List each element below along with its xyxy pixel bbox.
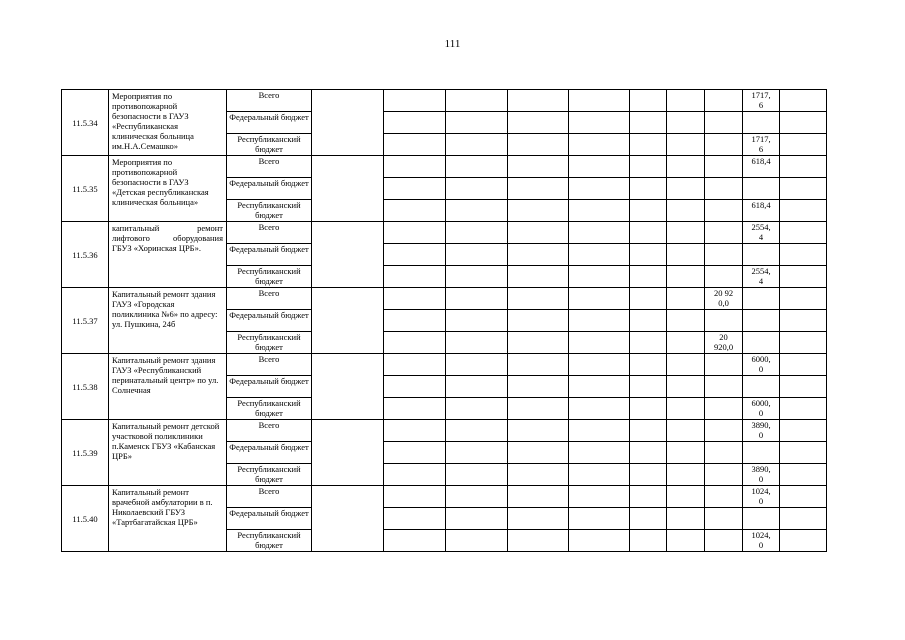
empty-cell [667, 508, 705, 530]
empty-cell [508, 222, 569, 244]
empty-cell [508, 288, 569, 310]
value-cell [705, 90, 743, 112]
value-cell [705, 310, 743, 332]
empty-cell [312, 486, 384, 552]
empty-cell [780, 508, 827, 530]
empty-cell [780, 376, 827, 398]
empty-cell [508, 376, 569, 398]
funding-source: Республиканский бюджет [227, 332, 312, 354]
funding-source: Всего [227, 222, 312, 244]
empty-cell [508, 530, 569, 552]
empty-cell [384, 244, 446, 266]
empty-cell [667, 464, 705, 486]
empty-cell [667, 134, 705, 156]
value-cell: 2554, 4 [743, 266, 780, 288]
empty-cell [446, 464, 508, 486]
empty-cell [446, 530, 508, 552]
empty-cell [384, 442, 446, 464]
empty-cell [312, 222, 384, 288]
empty-cell [630, 288, 667, 310]
empty-cell [667, 178, 705, 200]
value-cell [705, 398, 743, 420]
empty-cell [667, 244, 705, 266]
empty-cell [446, 420, 508, 442]
value-cell [705, 486, 743, 508]
empty-cell [446, 508, 508, 530]
empty-cell [630, 486, 667, 508]
row-number: 11.5.34 [62, 90, 109, 156]
value-cell: 1717, 6 [743, 90, 780, 112]
empty-cell [384, 354, 446, 376]
empty-cell [630, 200, 667, 222]
measure-name: Мероприятия по противопожарной безопасности в ГАУЗ «Республиканская клиническая больница им.Н.А.Семашко» [109, 90, 227, 156]
funding-source: Всего [227, 354, 312, 376]
empty-cell [630, 112, 667, 134]
empty-cell [780, 134, 827, 156]
empty-cell [384, 530, 446, 552]
empty-cell [667, 398, 705, 420]
empty-cell [569, 112, 630, 134]
empty-cell [508, 156, 569, 178]
empty-cell [569, 266, 630, 288]
empty-cell [630, 464, 667, 486]
empty-cell [780, 266, 827, 288]
empty-cell [446, 332, 508, 354]
empty-cell [569, 156, 630, 178]
measure-name: Капитальный ремонт здания ГАУЗ «Республиканский перинатальный центр» по ул. Солнечная [109, 354, 227, 420]
empty-cell [569, 178, 630, 200]
value-cell: 618,4 [743, 200, 780, 222]
empty-cell [508, 420, 569, 442]
empty-cell [508, 354, 569, 376]
funding-source: Федеральный бюджет [227, 244, 312, 266]
empty-cell [508, 244, 569, 266]
value-cell [705, 354, 743, 376]
empty-cell [384, 332, 446, 354]
empty-cell [384, 464, 446, 486]
empty-cell [667, 486, 705, 508]
empty-cell [446, 244, 508, 266]
empty-cell [780, 354, 827, 376]
empty-cell [630, 266, 667, 288]
empty-cell [780, 442, 827, 464]
empty-cell [630, 398, 667, 420]
empty-cell [384, 200, 446, 222]
value-cell [705, 156, 743, 178]
empty-cell [780, 420, 827, 442]
empty-cell [667, 222, 705, 244]
empty-cell [384, 310, 446, 332]
empty-cell [630, 442, 667, 464]
empty-cell [312, 288, 384, 354]
empty-cell [446, 486, 508, 508]
empty-cell [630, 530, 667, 552]
empty-cell [384, 376, 446, 398]
value-cell [705, 464, 743, 486]
empty-cell [569, 134, 630, 156]
value-cell: 1024, 0 [743, 486, 780, 508]
empty-cell [508, 178, 569, 200]
empty-cell [630, 420, 667, 442]
row-number: 11.5.35 [62, 156, 109, 222]
empty-cell [569, 310, 630, 332]
empty-cell [780, 200, 827, 222]
value-cell: 3890, 0 [743, 420, 780, 442]
empty-cell [667, 530, 705, 552]
value-cell [705, 420, 743, 442]
funding-source: Республиканский бюджет [227, 398, 312, 420]
empty-cell [384, 266, 446, 288]
empty-cell [384, 508, 446, 530]
empty-cell [780, 244, 827, 266]
value-cell [743, 178, 780, 200]
table-row [62, 222, 827, 244]
empty-cell [446, 222, 508, 244]
value-cell [705, 222, 743, 244]
funding-source: Республиканский бюджет [227, 530, 312, 552]
empty-cell [508, 310, 569, 332]
funding-source: Республиканский бюджет [227, 200, 312, 222]
funding-source: Федеральный бюджет [227, 112, 312, 134]
table-row [62, 486, 827, 508]
empty-cell [384, 178, 446, 200]
funding-source: Всего [227, 90, 312, 112]
value-cell: 6000, 0 [743, 398, 780, 420]
empty-cell [446, 200, 508, 222]
value-cell [705, 530, 743, 552]
empty-cell [780, 398, 827, 420]
empty-cell [569, 200, 630, 222]
value-cell [705, 178, 743, 200]
value-cell [705, 266, 743, 288]
empty-cell [569, 508, 630, 530]
table-row [62, 354, 827, 376]
empty-cell [780, 222, 827, 244]
empty-cell [630, 244, 667, 266]
value-cell [743, 376, 780, 398]
funding-source: Федеральный бюджет [227, 178, 312, 200]
value-cell: 6000, 0 [743, 354, 780, 376]
empty-cell [667, 442, 705, 464]
empty-cell [446, 90, 508, 112]
empty-cell [312, 420, 384, 486]
empty-cell [667, 90, 705, 112]
empty-cell [569, 90, 630, 112]
empty-cell [384, 112, 446, 134]
table-row [62, 288, 827, 310]
measure-name: Капитальный ремонт здания ГАУЗ «Городская поликлиника №6» по адресу: ул. Пушкина, 24б [109, 288, 227, 354]
empty-cell [508, 134, 569, 156]
funding-source: Республиканский бюджет [227, 134, 312, 156]
empty-cell [446, 288, 508, 310]
empty-cell [508, 486, 569, 508]
empty-cell [384, 156, 446, 178]
value-cell: 20 920,0 [705, 332, 743, 354]
empty-cell [569, 398, 630, 420]
empty-cell [446, 156, 508, 178]
empty-cell [780, 112, 827, 134]
empty-cell [569, 530, 630, 552]
empty-cell [780, 156, 827, 178]
empty-cell [312, 156, 384, 222]
value-cell [743, 310, 780, 332]
empty-cell [569, 244, 630, 266]
empty-cell [508, 266, 569, 288]
empty-cell [630, 508, 667, 530]
empty-cell [630, 222, 667, 244]
measure-name: Капитальный ремонт детской участковой поликлиники п.Каменск ГБУЗ «Кабанская ЦРБ» [109, 420, 227, 486]
empty-cell [630, 354, 667, 376]
empty-cell [312, 354, 384, 420]
value-cell [705, 200, 743, 222]
empty-cell [508, 508, 569, 530]
value-cell [705, 442, 743, 464]
value-cell: 1717, 6 [743, 134, 780, 156]
empty-cell [569, 464, 630, 486]
empty-cell [384, 486, 446, 508]
empty-cell [667, 420, 705, 442]
funding-source: Республиканский бюджет [227, 266, 312, 288]
funding-source: Федеральный бюджет [227, 508, 312, 530]
measure-name: Мероприятия по противопожарной безопасности в ГАУЗ «Детская республиканская клиническая больница» [109, 156, 227, 222]
value-cell [743, 508, 780, 530]
empty-cell [780, 530, 827, 552]
value-cell [705, 508, 743, 530]
empty-cell [569, 288, 630, 310]
empty-cell [384, 90, 446, 112]
empty-cell [508, 90, 569, 112]
value-cell [705, 376, 743, 398]
table-row [62, 420, 827, 442]
row-number: 11.5.39 [62, 420, 109, 486]
value-cell: 1024, 0 [743, 530, 780, 552]
empty-cell [630, 332, 667, 354]
empty-cell [630, 90, 667, 112]
empty-cell [384, 420, 446, 442]
value-cell: 2554, 4 [743, 222, 780, 244]
empty-cell [780, 90, 827, 112]
funding-source: Федеральный бюджет [227, 442, 312, 464]
empty-cell [508, 112, 569, 134]
value-cell [743, 112, 780, 134]
empty-cell [569, 486, 630, 508]
funding-source: Всего [227, 420, 312, 442]
row-number: 11.5.36 [62, 222, 109, 288]
empty-cell [630, 178, 667, 200]
empty-cell [630, 376, 667, 398]
row-number: 11.5.37 [62, 288, 109, 354]
empty-cell [780, 332, 827, 354]
funding-source: Всего [227, 288, 312, 310]
empty-cell [446, 376, 508, 398]
empty-cell [630, 156, 667, 178]
empty-cell [780, 486, 827, 508]
empty-cell [667, 200, 705, 222]
empty-cell [569, 332, 630, 354]
empty-cell [384, 398, 446, 420]
empty-cell [667, 112, 705, 134]
budget-table [61, 89, 827, 552]
empty-cell [569, 354, 630, 376]
empty-cell [446, 354, 508, 376]
value-cell [743, 442, 780, 464]
value-cell: 3890, 0 [743, 464, 780, 486]
funding-source: Всего [227, 486, 312, 508]
table-row [62, 90, 827, 112]
empty-cell [446, 442, 508, 464]
empty-cell [508, 464, 569, 486]
value-cell [743, 244, 780, 266]
empty-cell [569, 442, 630, 464]
empty-cell [508, 442, 569, 464]
value-cell: 20 92 0,0 [705, 288, 743, 310]
measure-name: Капитальный ремонт врачебной амбулатории в п. Николаевский ГБУЗ «Тартбагатайская ЦРБ» [109, 486, 227, 552]
row-number: 11.5.40 [62, 486, 109, 552]
empty-cell [667, 310, 705, 332]
empty-cell [446, 398, 508, 420]
empty-cell [630, 310, 667, 332]
value-cell [743, 288, 780, 310]
page-number: 111 [444, 38, 461, 50]
empty-cell [446, 178, 508, 200]
empty-cell [630, 134, 667, 156]
value-cell [705, 134, 743, 156]
empty-cell [780, 288, 827, 310]
empty-cell [569, 376, 630, 398]
table-row [62, 156, 827, 178]
empty-cell [508, 398, 569, 420]
empty-cell [508, 332, 569, 354]
funding-source: Всего [227, 156, 312, 178]
measure-name: капитальный ремонт лифтового оборудования ГБУЗ «Хоринская ЦРБ». [109, 222, 227, 288]
empty-cell [667, 332, 705, 354]
empty-cell [446, 266, 508, 288]
funding-source: Республиканский бюджет [227, 464, 312, 486]
empty-cell [569, 420, 630, 442]
empty-cell [312, 90, 384, 156]
value-cell: 618,4 [743, 156, 780, 178]
funding-source: Федеральный бюджет [227, 376, 312, 398]
value-cell [705, 112, 743, 134]
empty-cell [446, 310, 508, 332]
empty-cell [667, 266, 705, 288]
empty-cell [667, 376, 705, 398]
empty-cell [446, 134, 508, 156]
empty-cell [384, 222, 446, 244]
empty-cell [780, 464, 827, 486]
empty-cell [667, 156, 705, 178]
empty-cell [446, 112, 508, 134]
empty-cell [667, 354, 705, 376]
empty-cell [569, 222, 630, 244]
funding-source: Федеральный бюджет [227, 310, 312, 332]
empty-cell [780, 310, 827, 332]
empty-cell [508, 200, 569, 222]
row-number: 11.5.38 [62, 354, 109, 420]
empty-cell [384, 134, 446, 156]
value-cell [705, 244, 743, 266]
empty-cell [667, 288, 705, 310]
empty-cell [384, 288, 446, 310]
value-cell [743, 332, 780, 354]
empty-cell [780, 178, 827, 200]
